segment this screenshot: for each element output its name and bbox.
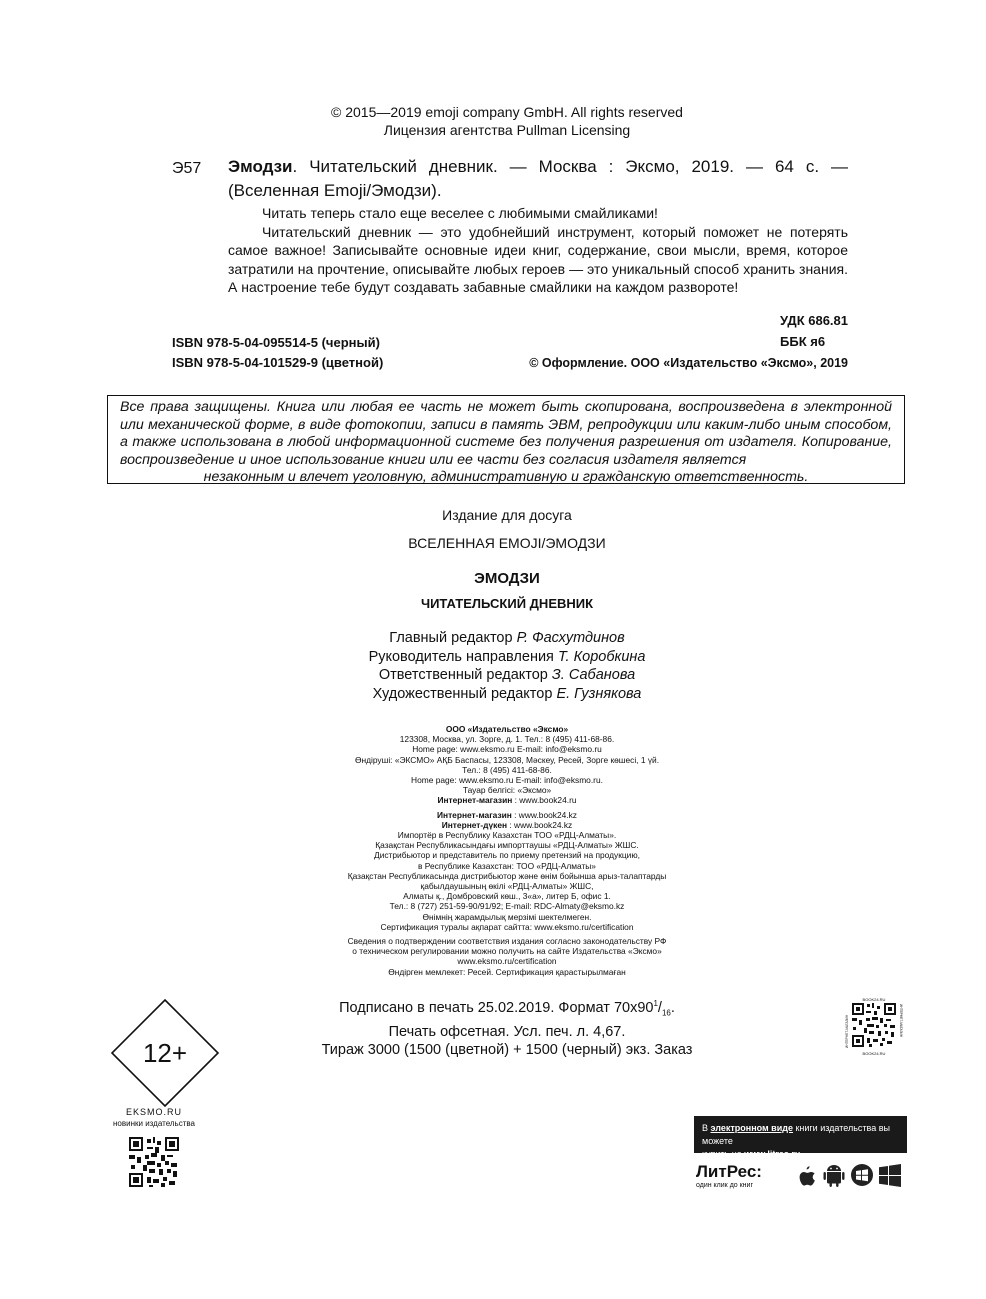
litres-logo: ЛитРес:: [696, 1162, 762, 1181]
qr-code-eksmo[interactable]: [129, 1137, 179, 1187]
staff-role: Ответственный редактор: [378, 667, 548, 683]
staff-name: Р. Фасхутдинов: [516, 630, 625, 646]
staff-role: Главный редактор: [389, 630, 513, 646]
staff-role: Художественный редактор: [372, 685, 553, 702]
litres-prefix: В: [702, 1123, 711, 1133]
imprint-line: [117, 810, 897, 820]
imprint-line: [117, 795, 897, 805]
qr-caption-bottom: BOOK24.RU: [862, 1051, 886, 1056]
license-line: Лицензия агентства Pullman Licensing: [383, 122, 631, 138]
imprint-line: Өнімнің жарамдылық мерзімі шектелмеген.: [422, 911, 592, 922]
imprint-line: Тел.: 8 (727) 251-59-90/91/92; E-mail: RDC-Almaty@eksmo.kz: [389, 901, 625, 912]
series-name: ВСЕЛЕННАЯ EMOJI/ЭМОДЗИ: [408, 535, 606, 551]
age-rating-text: 12+: [142, 1038, 188, 1068]
publisher-imprint: [117, 724, 897, 977]
bbk-code: ББК я6: [780, 334, 826, 349]
staff-name: З. Сабанова: [551, 667, 636, 683]
imprint-line: Алматы қ., Домбровский көш., 3«а», литер Б, офис 1.: [403, 891, 611, 902]
litres-prefix2: купить на: [702, 1149, 745, 1159]
staff-line: [0, 685, 986, 704]
imprint-line: [117, 820, 897, 830]
rights-notice-main: Все права защищены. Книга или любая ее часть не может быть скопирована, воспроизведена в электронной или механической форме, в виде фотокопии, записи в память ЭВМ, репродукции или каким-либо иным способом, а также использована в любой информационной системе без получения разрешения от издателя. Копирование, воспроизведение и иное использование книги или ее части без согласия издателя является: [120, 399, 892, 468]
staff-line: [0, 666, 986, 685]
staff-name: Т. Коробкина: [557, 648, 646, 665]
book-title-bold: Эмодзи: [228, 157, 293, 176]
litres-link[interactable]: электронном виде: [710, 1123, 793, 1133]
age-rating-badge: [110, 998, 220, 1108]
imprint-line: Сертификация туралы ақпарат сайтта: www.eksmo.ru/certification: [380, 921, 634, 932]
windows-phone-icon: [851, 1164, 873, 1186]
qr-caption-left: ИНТЕРНЕТ-МАГАЗИН: [845, 1014, 849, 1048]
imprint-value: : www.book24.kz: [507, 819, 573, 830]
qr-code-book24[interactable]: [842, 996, 906, 1056]
imprint-line: Қазақстан Республикасындағы импорттаушы «РДЦ-Алматы» ЖШС.: [375, 840, 639, 851]
bibliographic-record: [228, 155, 848, 203]
staff-line: [0, 629, 986, 648]
imprint-line: в Республике Казахстан: ТОО «РДЦ-Алматы»: [418, 860, 596, 871]
edition-type: Издание для досуга: [442, 507, 572, 523]
staff-role: Руководитель направления: [368, 648, 554, 665]
imprint-line: о техническом регулировании можно получить на сайте Издательства «Эксмо»: [352, 946, 662, 957]
format-sub: 16: [661, 1008, 671, 1018]
imprint-line: Қазақстан Республикасында дистрибьютор және өнім бойынша арыз-талаптарды: [347, 870, 667, 881]
imprint-publisher: ООО «Издательство «Эксмо»: [445, 724, 569, 734]
imprint-line: қабылдаушының өкілі «РДЦ-Алматы» ЖШС,: [420, 881, 594, 892]
imprint-line: Дистрибьютор и представитель по приему претензий на продукцию,: [374, 850, 640, 861]
litres-line-2: [702, 1148, 899, 1161]
imprint-line: Home page: www.eksmo.ru E-mail: info@eksmo.ru: [412, 744, 602, 755]
imprint-label: Интернет-дүкен: [441, 819, 508, 830]
isbn-black: ISBN 978-5-04-095514-5 (черный): [172, 335, 380, 350]
book-subtitle: ЧИТАТЕЛЬСКИЙ ДНЕВНИК: [420, 596, 594, 611]
imprint-line: Импортёр в Республику Казахстан ТОО «РДЦ-Алматы».: [397, 830, 617, 841]
litres-suffix: книги издательства вы можете: [702, 1123, 890, 1146]
qr-caption-right: ИНТЕРНЕТ-МАГАЗИН: [899, 1004, 903, 1038]
imprint-line: Тел.: 8 (495) 411-68-86.: [462, 764, 552, 775]
eksmo-site: EKSMO.RU: [125, 1107, 182, 1117]
bibliographic-rest: . Читательский дневник. — Москва : Эксмо, 2019. — 64 с. — (Вселенная Emoji/Эмодзи).: [228, 157, 848, 200]
udk-code: УДК 686.81: [780, 313, 848, 328]
windows-icon: [879, 1164, 901, 1187]
imprint-line: 123308, Москва, ул. Зорге, д. 1. Тел.: 8 (495) 411-68-86.: [399, 734, 615, 745]
staff-line: [0, 648, 986, 667]
rights-notice-box: [107, 395, 905, 484]
staff-name: Е. Гузнякова: [556, 685, 642, 702]
classification-block: [780, 310, 848, 352]
copyright-line: © 2015—2019 emoji company GmbH. All rights reserved: [331, 104, 683, 120]
rights-notice-last: незаконным и влечет уголовную, административную и гражданскую ответственность.: [203, 469, 809, 485]
imprint-line: Сведения о подтверждении соответствия издания согласно законодательству РФ: [347, 936, 667, 947]
imprint-line: Home page: www.eksmo.ru E-mail: info@eksmo.ru.: [411, 775, 603, 786]
format-sup: 1: [653, 999, 658, 1008]
litres-slogan: один клик до книг: [696, 1182, 754, 1189]
android-icon: [824, 1165, 845, 1187]
apple-icon: [800, 1166, 815, 1185]
isbn-block: [172, 333, 383, 373]
editorial-staff: [0, 629, 986, 703]
platform-icons: [795, 1162, 905, 1188]
imprint-label: Интернет-магазин: [437, 795, 513, 806]
author-sign-code: Э57: [172, 160, 202, 177]
copyright-block: [0, 103, 986, 139]
litres-url-link[interactable]: www.litres.ru: [744, 1149, 801, 1159]
imprint-line: Өндірген мемлекет: Ресей. Сертификация қарастырылмаған: [388, 966, 626, 977]
eksmo-caption: новинки издательства: [113, 1119, 195, 1128]
qr-caption-top: BOOK24.RU: [862, 997, 886, 1002]
print-method: Печать офсетная. Усл. печ. л. 4,67.: [388, 1023, 626, 1040]
litres-line-1: [702, 1122, 899, 1148]
book-title: ЭМОДЗИ: [474, 570, 540, 587]
print-run: Тираж 3000 (1500 (цветной) + 1500 (черный) экз. Заказ: [321, 1041, 693, 1058]
imprint-value: : www.book24.ru: [512, 795, 577, 806]
imprint-line: Тауар белгісі: «Эксмо»: [462, 785, 552, 796]
annotation-paragraph-1: Читать теперь стало еще веселее с любимыми смайликами!: [262, 205, 658, 221]
litres-banner[interactable]: [694, 1116, 907, 1159]
print-signed-text: Подписано в печать 25.02.2019. Формат 70x90: [339, 999, 654, 1016]
annotation: [228, 204, 848, 297]
print-signed: Подписано в печать 25.02.2019. Формат $70x90^1/_{16}$.: [339, 999, 675, 1018]
design-credit: © Оформление. ООО «Издательство «Эксмо», 2019: [529, 356, 848, 370]
eksmo-promo: [110, 1106, 198, 1130]
annotation-paragraph-2: Читательский дневник — это удобнейший инструмент, который поможет не потерять самое важное! Записывайте основные идеи книг, содержание, свои мысли, время, которое затратили на прочтение, описывайте любых героев — это уникальный способ хранить знания. А настроение тебе будут создавать забавные смайлики на каждом развороте!: [228, 223, 848, 296]
imprint-label: Интернет-магазин: [437, 809, 512, 820]
imprint-line: Өндіруші: «ЭКСМО» АҚБ Баспасы, 123308, Мәскеу, Ресей, Зорге көшесі, 1 үй.: [354, 754, 660, 765]
imprint-line: www.eksmo.ru/certification: [457, 956, 557, 967]
isbn-color: ISBN 978-5-04-101529-9 (цветной): [172, 355, 384, 370]
imprint-value: : www.book24.kz: [511, 809, 577, 820]
